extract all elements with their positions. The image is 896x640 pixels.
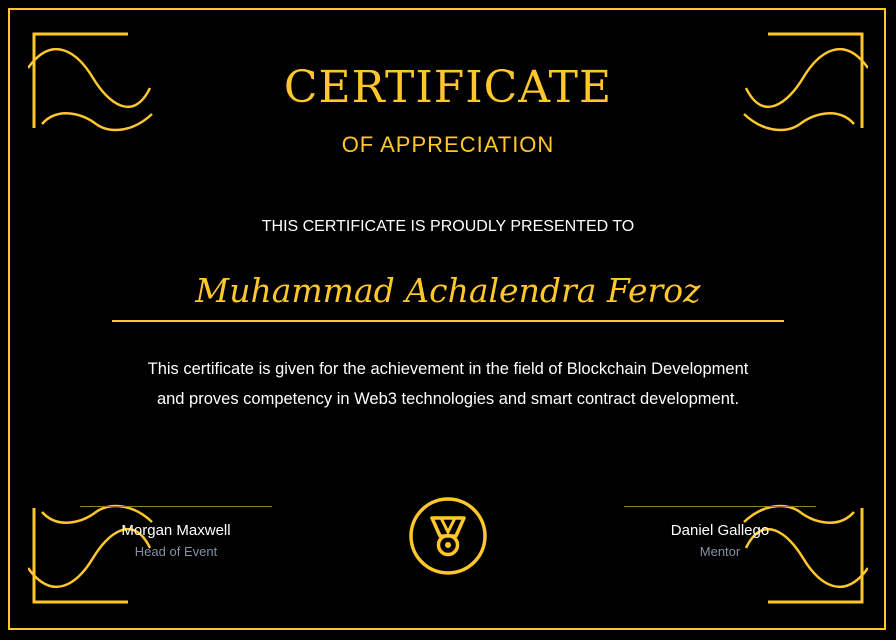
- recipient-underline: [112, 320, 784, 322]
- certificate-title: CERTIFICATE: [283, 62, 613, 113]
- certificate-subtitle: OF APPRECIATION: [341, 132, 555, 157]
- description-line-1: This certificate is given for the achievement in the field of Blockchain Development: [147, 360, 749, 378]
- certificate-description: [98, 354, 798, 414]
- right-signature-block: [620, 506, 820, 561]
- right-signatory-name: Daniel Gallego: [670, 522, 770, 539]
- right-signatory-role: Mentor: [699, 544, 741, 559]
- left-signature-block: [76, 506, 276, 561]
- presented-to-label: THIS CERTIFICATE IS PROUDLY PRESENTED TO: [261, 218, 635, 235]
- left-signature-line: [80, 506, 272, 507]
- left-signatory-name: Morgan Maxwell: [121, 522, 231, 539]
- right-signature-line: [624, 506, 816, 507]
- left-signatory-role: Head of Event: [134, 544, 218, 559]
- medal-icon: [408, 496, 488, 576]
- description-line-2: and proves competency in Web3 technologies and smart contract development.: [156, 390, 740, 408]
- recipient-name: Muhammad Achalendra Feroz: [195, 271, 701, 310]
